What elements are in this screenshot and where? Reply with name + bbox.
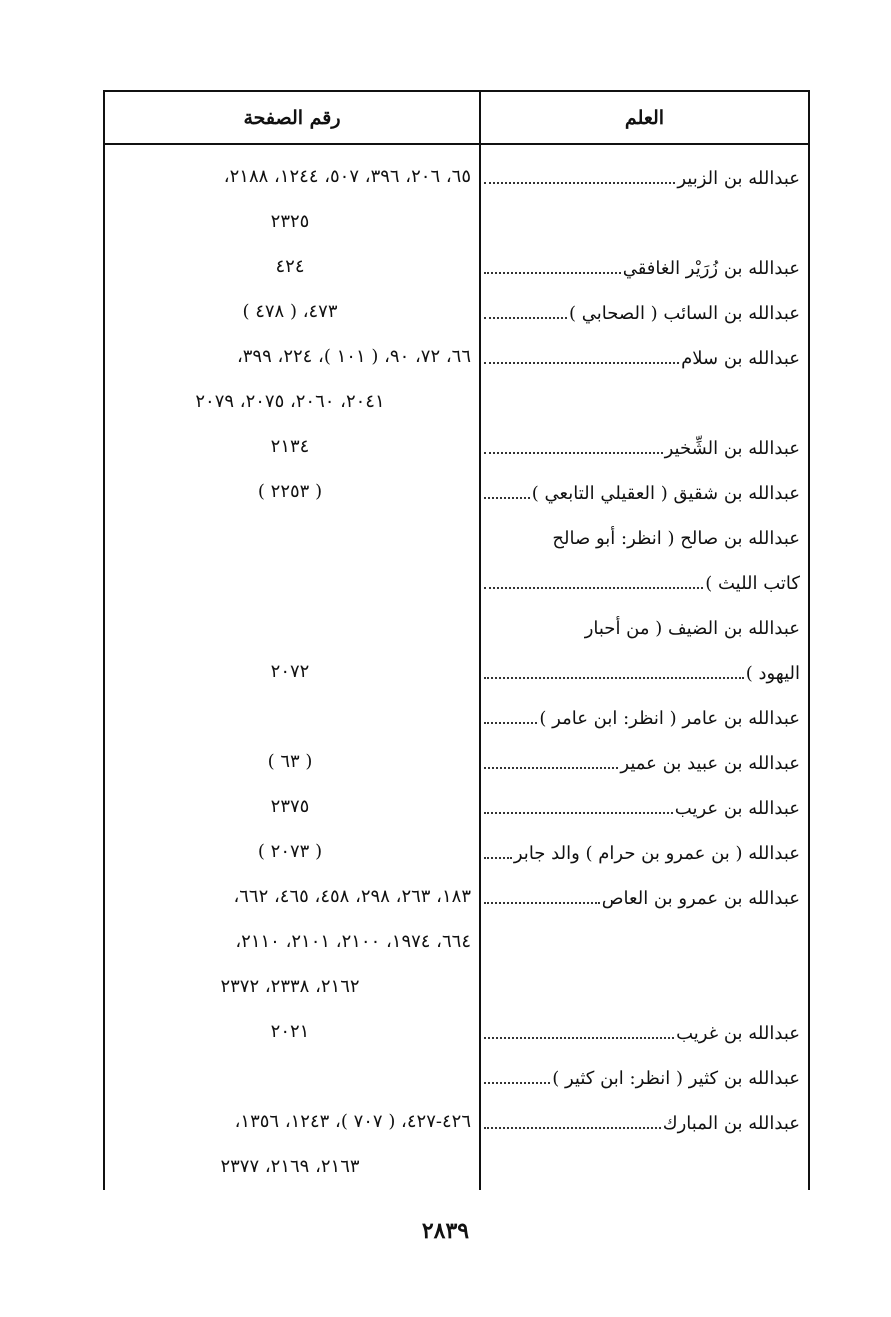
- leader-dots: [484, 1037, 674, 1039]
- entry-name: [484, 780, 800, 825]
- entry-pages: ٦٦٤، ١٩٧٤، ٢١٠٠، ٢١٠١، ٢١١٠،: [235, 931, 471, 952]
- entry-name: [484, 150, 800, 195]
- entry-pages: ٢٣٧٥: [270, 796, 310, 817]
- table-row: [105, 240, 808, 285]
- entry-name: [484, 555, 800, 600]
- table-row: [105, 375, 808, 420]
- entry-pages: ١٨٣، ٢٦٣، ٢٩٨، ٤٥٨، ٤٦٥، ٦٦٢،: [233, 886, 471, 907]
- leader-dots: [484, 677, 744, 679]
- leader-dots: [484, 272, 621, 274]
- leader-dots: [484, 362, 679, 364]
- entry-name: [484, 285, 800, 330]
- entry-pages: ٢٠٢١: [270, 1021, 310, 1042]
- table-row: [105, 1050, 808, 1095]
- entry-name-text: عبدالله بن الزبير: [677, 168, 800, 189]
- entry-pages: ٦٥، ٢٠٦، ٣٩٦، ٥٠٧، ١٢٤٤، ٢١٨٨،: [223, 166, 471, 187]
- page-number: ٢٨٣٩: [421, 1218, 470, 1244]
- entry-name-text: عبدالله بن السائب ( الصحابي ): [568, 303, 800, 324]
- entry-pages: ٢٠٤١، ٢٠٦٠، ٢٠٧٥، ٢٠٧٩: [195, 391, 385, 412]
- table-row: [105, 420, 808, 465]
- header-name-column: العلم: [624, 106, 665, 129]
- entry-name-text: عبدالله بن زُرَيْر الغافقي: [622, 258, 800, 279]
- leader-dots: [484, 182, 675, 184]
- leader-dots: [484, 497, 530, 499]
- table-row: [105, 1005, 808, 1050]
- header-pages-column: رقم الصفحة: [243, 106, 341, 129]
- table-row: [105, 150, 808, 195]
- table-row: [105, 960, 808, 1005]
- table-row: [105, 195, 808, 240]
- entry-pages: ٤٧٣، ( ٤٧٨ ): [242, 301, 338, 322]
- leader-dots: [484, 452, 663, 454]
- entry-name-text: كاتب الليث ): [705, 573, 800, 594]
- header-rule: [103, 143, 810, 145]
- entry-pages: ( ٢٠٧٣ ): [257, 841, 323, 862]
- table-row: [105, 285, 808, 330]
- table-row: [105, 690, 808, 735]
- entry-name: [484, 1005, 800, 1050]
- entry-name: [484, 735, 800, 780]
- entry-name: [484, 330, 800, 375]
- entry-pages: ( ٢٢٥٣ ): [257, 481, 323, 502]
- entry-name: [484, 645, 800, 690]
- table-row: [105, 465, 808, 510]
- leader-dots: [484, 857, 512, 859]
- leader-dots: [484, 722, 537, 724]
- table-row: [105, 825, 808, 870]
- entry-pages: ٢١٦٣، ٢١٦٩، ٢٣٧٧: [220, 1156, 360, 1177]
- entry-name: [484, 510, 800, 555]
- entry-pages: ٤٢٦-٤٢٧، ( ٧٠٧ )، ١٢٤٣، ١٣٥٦،: [234, 1111, 471, 1132]
- entry-pages: ٦٦، ٧٢، ٩٠، ( ١٠١ )، ٢٢٤، ٣٩٩،: [236, 346, 471, 367]
- entry-name-text: عبدالله بن شقيق ( العقيلي التابعي ): [531, 483, 800, 504]
- leader-dots: [484, 1127, 661, 1129]
- entry-name: [484, 600, 800, 645]
- entry-pages: ٢٣٢٥: [270, 211, 310, 232]
- entry-name-text: عبدالله بن صالح ( انظر: أبو صالح: [552, 528, 800, 549]
- leader-dots: [484, 1082, 550, 1084]
- entry-name-text: عبدالله بن عبيد بن عمير: [620, 753, 800, 774]
- entry-name: [484, 465, 800, 510]
- leader-dots: [484, 317, 567, 319]
- entry-name: [484, 1095, 800, 1140]
- table-row: [105, 870, 808, 915]
- entry-pages: ٢١٦٢، ٢٣٣٨، ٢٣٧٢: [220, 976, 360, 997]
- entry-name-text: عبدالله بن عريب: [674, 798, 800, 819]
- table-row: [105, 510, 808, 555]
- entry-name-text: عبدالله بن سلام: [681, 348, 800, 369]
- entry-name: [484, 240, 800, 285]
- table-row: [105, 1095, 808, 1140]
- entry-name-text: عبدالله بن الضيف ( من أحبار: [584, 618, 800, 639]
- table-row: [105, 1140, 808, 1185]
- leader-dots: [484, 587, 703, 589]
- table-row: [105, 915, 808, 960]
- table-row: [105, 330, 808, 375]
- entry-name: [484, 690, 800, 735]
- entry-name-text: عبدالله بن كثير ( انظر: ابن كثير ): [552, 1068, 800, 1089]
- entry-pages: ٢١٣٤: [270, 436, 310, 457]
- entry-name-text: عبدالله بن عمرو بن العاص: [601, 888, 800, 909]
- entry-name-text: اليهود ): [745, 663, 800, 684]
- entry-pages: ٢٠٧٢: [270, 661, 310, 682]
- entry-pages: ( ٦٣ ): [267, 751, 313, 772]
- entry-name: [484, 420, 800, 465]
- table-row: [105, 645, 808, 690]
- entry-name-text: عبدالله بن عامر ( انظر: ابن عامر ): [539, 708, 800, 729]
- entry-name-text: عبدالله بن الشِّخير: [664, 438, 800, 459]
- entry-name: [484, 1050, 800, 1095]
- entry-name-text: عبدالله ( بن عمرو بن حرام ) والد جابر: [513, 843, 800, 864]
- table-row: [105, 780, 808, 825]
- entry-name: [484, 870, 800, 915]
- entry-pages: ٤٢٤: [275, 256, 305, 277]
- entry-name: [484, 825, 800, 870]
- entry-name-text: عبدالله بن غريب: [676, 1023, 800, 1044]
- table-row: [105, 555, 808, 600]
- leader-dots: [484, 902, 600, 904]
- table-row: [105, 600, 808, 645]
- table-row: [105, 735, 808, 780]
- leader-dots: [484, 767, 618, 769]
- leader-dots: [484, 812, 673, 814]
- entry-name-text: عبدالله بن المبارك: [662, 1113, 800, 1134]
